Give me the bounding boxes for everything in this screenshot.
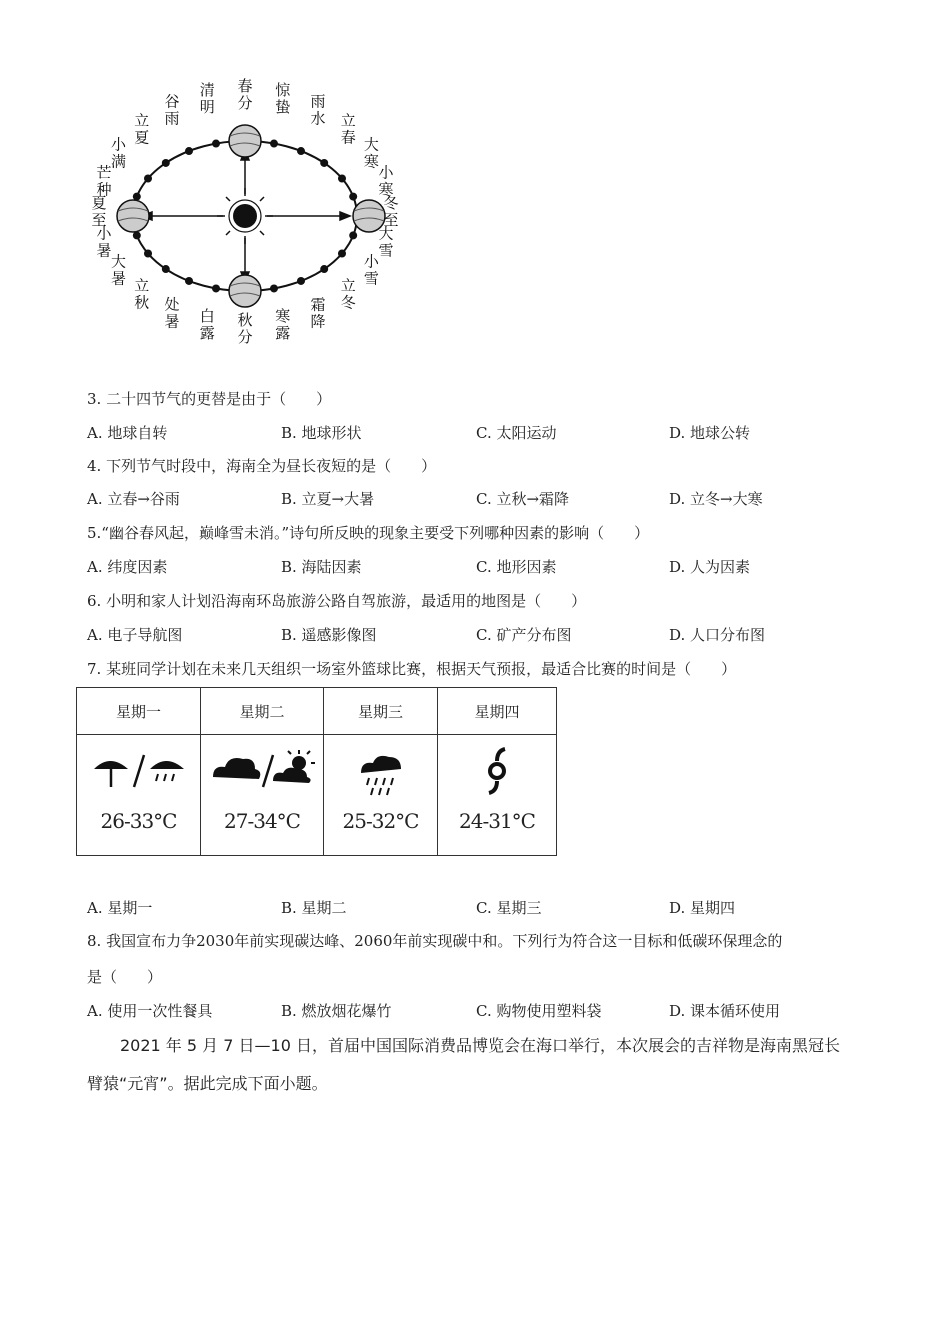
question-4-stem: 4. 下列节气时段中，海南全为昼长夜短的是（ ） <box>87 457 437 475</box>
earth-icon-summer <box>117 200 149 232</box>
q6-option-c[interactable]: C. 矿产分布图 <box>476 626 572 644</box>
weather-cell <box>77 735 201 856</box>
orbit-dot <box>320 159 328 167</box>
rain-to-thundershower-icon <box>84 747 194 799</box>
solar-term-label: 大暑 <box>111 252 127 288</box>
solar-term-label: 夏至 <box>91 194 107 229</box>
earth-icon-spring <box>229 125 261 157</box>
weather-day-header: 星期三 <box>324 688 438 735</box>
solar-term-label: 寒露 <box>275 307 291 343</box>
q8-option-d[interactable]: D. 课本循环使用 <box>669 1002 781 1020</box>
question-7-stem: 7. 某班同学计划在未来几天组织一场室外篮球比赛，根据天气预报，最适合比赛的时间是（ ） <box>87 660 737 678</box>
orbit-dot <box>338 250 346 258</box>
weather-temp: 24-31°C <box>459 809 535 833</box>
orbit-dot <box>297 277 305 285</box>
orbit-dot <box>212 284 220 292</box>
solar-term-label: 小满 <box>111 135 127 171</box>
q7-option-a[interactable]: A. 星期一 <box>87 899 153 917</box>
q6-option-d[interactable]: D. 人口分布图 <box>669 626 766 644</box>
solar-term-label: 立冬 <box>340 276 356 312</box>
weather-day-header: 星期二 <box>201 688 324 735</box>
question-8-stem-cont: 是（ ） <box>87 968 163 986</box>
solar-term-label: 立春 <box>340 111 356 147</box>
weather-temp: 26-33°C <box>100 809 177 833</box>
question-5-stem: 5.“幽谷春风起，巅峰雪未消。”诗句所反映的现象主要受下列哪种因素的影响（ ） <box>87 524 650 542</box>
solar-term-label: 大寒 <box>363 135 379 171</box>
q5-option-c[interactable]: C. 地形因素 <box>476 558 557 576</box>
q7-option-b[interactable]: B. 星期二 <box>281 899 347 917</box>
orbit-dot <box>270 140 278 148</box>
q8-option-b[interactable]: B. 燃放烟花爆竹 <box>281 1002 392 1020</box>
q4-option-c[interactable]: C. 立秋→霜降 <box>476 490 570 508</box>
weather-cell <box>201 735 324 856</box>
q6-option-a[interactable]: A. 电子导航图 <box>87 626 183 644</box>
q8-option-a[interactable]: A. 使用一次性餐具 <box>87 1002 213 1020</box>
solar-term-label: 立夏 <box>134 111 150 147</box>
weather-temp: 27-34°C <box>224 809 300 833</box>
q3-option-c[interactable]: C. 太阳运动 <box>476 424 557 442</box>
q6-option-b[interactable]: B. 遥感影像图 <box>281 626 377 644</box>
solar-term-label: 春分 <box>237 78 253 112</box>
q3-option-b[interactable]: B. 地球形状 <box>281 424 362 442</box>
weather-day-header: 星期一 <box>77 688 201 735</box>
question-8-stem: 8. 我国宣布力争2030年前实现碳达峰、2060年前实现碳中和。下列行为符合这一目标和低碳环保理念的 <box>87 932 783 950</box>
solar-term-label: 清明 <box>199 80 215 116</box>
earth-icon-autumn <box>229 275 261 307</box>
orbit-dot <box>144 250 152 258</box>
sun-icon <box>217 188 273 244</box>
orbit-dot <box>349 193 357 201</box>
solar-term-label: 谷雨 <box>164 92 180 128</box>
weather-day-header: 星期四 <box>438 688 557 735</box>
q8-option-c[interactable]: C. 购物使用塑料袋 <box>476 1002 602 1020</box>
orbit-dot <box>144 175 152 183</box>
passage-line-1: 2021 年 5 月 7 日—10 日，首届中国国际消费品博览会在海口举行，本次展会的吉祥物是海南黑冠长 <box>120 1036 840 1055</box>
q3-option-d[interactable]: D. 地球公转 <box>669 424 751 442</box>
orbit-dot <box>212 140 220 148</box>
question-6-stem: 6. 小明和家人计划沿海南环岛旅游公路自驾旅游，最适用的地图是（ ） <box>87 592 587 610</box>
q4-option-d[interactable]: D. 立冬→大寒 <box>669 490 763 508</box>
weather-cell <box>438 735 557 856</box>
orbit-dot <box>270 284 278 292</box>
weather-temp: 25-32°C <box>342 809 419 833</box>
solar-term-label: 白露 <box>199 307 215 343</box>
solar-term-label: 冬至 <box>383 194 399 229</box>
heavy-rain-icon <box>351 747 411 799</box>
solar-terms-diagram <box>80 78 430 368</box>
orbit-dot <box>338 175 346 183</box>
solar-term-label: 处暑 <box>164 295 180 331</box>
q4-option-a[interactable]: A. 立春→谷雨 <box>87 490 180 508</box>
solar-term-label: 小寒 <box>378 163 394 199</box>
passage-line-2: 臂猿“元宵”。据此完成下面小题。 <box>87 1074 328 1093</box>
q4-option-b[interactable]: B. 立夏→大暑 <box>281 490 375 508</box>
solar-term-label: 霜降 <box>310 295 326 331</box>
weather-cell <box>324 735 438 856</box>
solar-term-label: 芒种 <box>96 163 112 199</box>
solar-term-label: 秋分 <box>237 311 253 346</box>
solar-term-label: 惊蛰 <box>275 80 291 116</box>
q5-option-d[interactable]: D. 人为因素 <box>669 558 751 576</box>
orbit-dot <box>162 265 170 273</box>
solar-term-label: 大雪 <box>378 224 394 260</box>
q5-option-b[interactable]: B. 海陆因素 <box>281 558 362 576</box>
cloudy-to-partly-sunny-icon <box>207 747 317 799</box>
orbit-dot <box>185 147 193 155</box>
orbit-dot <box>320 265 328 273</box>
orbit-dot <box>185 277 193 285</box>
orbit-dot <box>349 231 357 239</box>
solar-term-label: 雨水 <box>310 92 326 128</box>
orbit-dot <box>297 147 305 155</box>
question-3-stem: 3. 二十四节气的更替是由于（ ） <box>87 390 332 408</box>
q5-option-a[interactable]: A. 纬度因素 <box>87 558 168 576</box>
solar-term-label: 小雪 <box>363 252 379 288</box>
q3-option-a[interactable]: A. 地球自转 <box>87 424 168 442</box>
orbit-dot <box>162 159 170 167</box>
q7-option-d[interactable]: D. 星期四 <box>669 899 736 917</box>
q7-option-c[interactable]: C. 星期三 <box>476 899 542 917</box>
solar-term-label: 小暑 <box>96 224 112 260</box>
typhoon-icon <box>467 747 527 799</box>
weather-forecast-table <box>76 687 557 856</box>
solar-term-label: 立秋 <box>134 276 150 312</box>
